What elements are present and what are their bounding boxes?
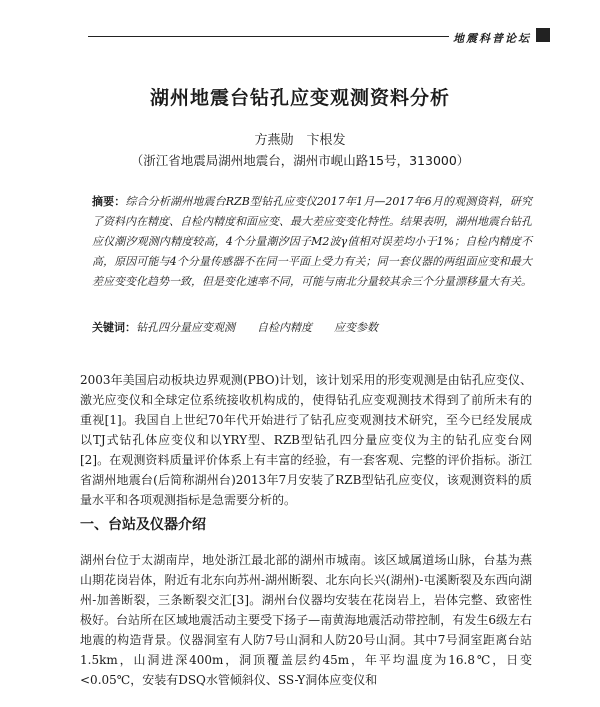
journal-section-tag: 地震科普论坛 <box>449 30 535 46</box>
abstract <box>92 192 532 292</box>
body-paragraph-station: 湖州台位于太湖南岸，地处浙江最北部的湖州市城南。该区域属道场山脉，台基为燕山期花岗岩体，附近有北东向苏州-湖州断裂、北东向长兴(湖州)-屯溪断裂及东西向湖州-加善断裂，三条断裂交汇[3]。湖州台仪器均安装在花岗岩上，岩体完整、致密性极好。台站所在区域地震活动主要受下扬子—南黄海地震活动带控制，有发生6级左右地震的构造背景。仪器洞室有人防7号山洞和人防20号山洞。其中7号洞室距离台站1.5km，山洞进深400m，洞顶覆盖层约45m，年平均温度为16.8℃，日变<0.05℃，安装有DSQ水管倾斜仪、SS-Y洞体应变仪和 <box>80 553 532 687</box>
authors: 方燕勋 卞根发 <box>254 133 346 148</box>
keyword: 应变参数 <box>334 321 378 334</box>
header-square-mark <box>536 28 550 42</box>
affiliation: （浙江省地震局湖州地震台，湖州市岘山路15号，313000） <box>130 153 470 168</box>
body-paragraph-intro: 2003年美国启动板块边界观测(PBO)计划，该计划采用的形变观测是由钻孔应变仪、激光应变仪和全球定位系统接收机构成的，使得钻孔应变观测技术得到了前所未有的重视[1]。我国自上世纪70年代开始进行了钻孔应变观测技术研究，至今已经发展成以TJ式钻孔体应变仪和以YRY型、RZB型钻孔四分量应变仪为主的钻孔应变台网[2]。在观测资料质量评价体系上有丰富的经验，有一套客观、完整的评价指标。浙江省湖州地震台(后简称湖州台)2013年7月安装了RZB型钻孔应变仪，该观测资料的质量水平和各项观测指标是急需要分析的。 <box>80 373 532 507</box>
keywords-label: 关键词： <box>92 321 136 334</box>
keyword: 自检内精度 <box>257 321 312 334</box>
keyword: 钻孔四分量应变观测 <box>136 321 235 334</box>
article-title: 湖州地震台钻孔应变观测资料分析 <box>149 87 450 109</box>
abstract-label: 摘要： <box>92 195 126 208</box>
section-heading: 一、台站及仪器介绍 <box>80 517 206 533</box>
keywords <box>92 318 532 338</box>
abstract-text: 综合分析湖州地震台RZB型钻孔应变仪2017年1月—2017年6月的观测资料，研究了资料内在精度、自检内精度和面应变、最大差应变变化特性。结果表明，湖州地震台钻孔应仪潮汐观测内精度较高，4个分量潮汐因子M2波γ值相对误差均小于1%；自检内精度不高，原因可能与4个分量传感器不在同一平面上受力有关；同一套仪器的两组面应变和最大差应变变化趋势一致，但是变化速率不同，可能与南北分量较其余三个分量漂移量大有关。 <box>92 195 533 288</box>
